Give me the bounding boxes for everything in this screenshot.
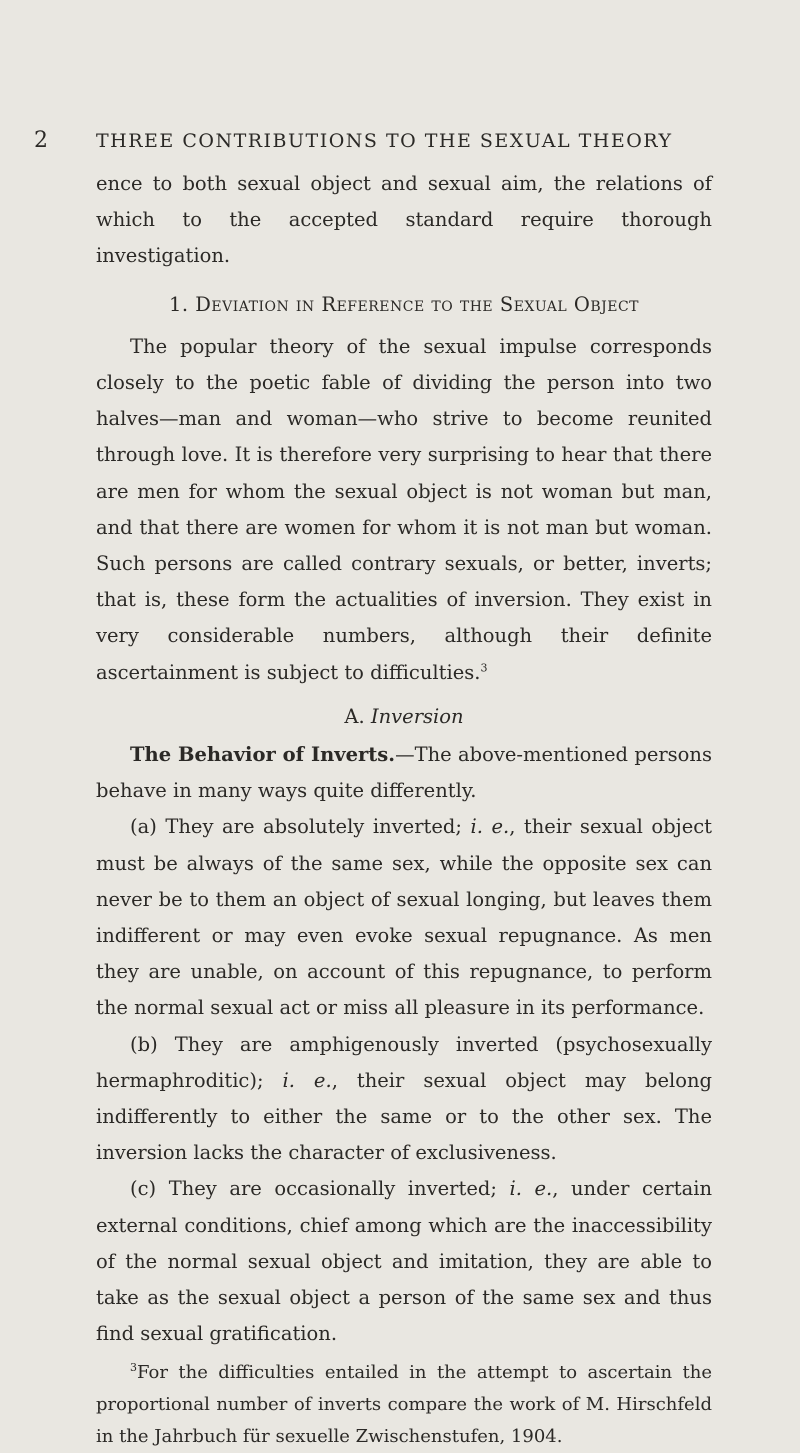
section-heading: 1. Deviation in Reference to the Sexual Object — [168, 292, 640, 316]
item-text: , their sexual object must be always of the same sex, while the opposite sex can never be to them an object of sexual longing, but leaves them indifferent or may even evoke sexual repugnance. As men they are unable, on account of this repugnance, to perform the normal sexual act or miss all pleasure in its performance. — [96, 815, 712, 1020]
paragraph-continued: ence to both sexual object and sexual aim, the relations of which to the accepted standard require thorough investigation. — [96, 172, 712, 268]
subsection-heading — [96, 699, 712, 735]
item-text: They are amphigenously inverted (psychosexually hermaphroditic); — [96, 1032, 712, 1092]
item-text: , under certain external conditions, chief among which are the inaccessibility of the normal sexual object and imitation, they are able to take as the sexual object a person of the same sex and thus find sexual gratification. — [96, 1177, 712, 1346]
paragraph-item-c — [96, 1171, 712, 1352]
paragraph-behavior — [96, 737, 712, 809]
running-header — [34, 128, 774, 153]
item-text: They are occasionally inverted; — [156, 1177, 510, 1201]
item-text: , their sexual object may belong indifferently to either the same or to the other sex. The inversion lacks the character of exclusiveness. — [96, 1068, 713, 1165]
item-label: (b) — [130, 1032, 158, 1056]
paragraph-text: The popular theory of the sexual impulse corresponds closely to the poetic fable of dividing the person into two halves—man and woman—who strive to become reunited through love. It is therefore very surprising to hear that there are men for whom the sexual object is not woman but man, and that there are women for whom it is not man but woman. Such persons are called contrary sexuals, or better, inverts; that is, these form the actualities of inversion. They exist in very considerable numbers, although their definite ascertainment is subject to difficulties. — [96, 334, 712, 684]
paragraph-item-a — [96, 809, 712, 1026]
footnote — [96, 1357, 712, 1453]
paragraph-item-b — [96, 1027, 712, 1172]
page-number: 2 — [34, 128, 50, 153]
subsection-title: Inversion — [370, 704, 464, 728]
ie-abbrev: i. e. — [470, 815, 510, 839]
ie-abbrev: i. e. — [282, 1068, 332, 1092]
running-title: THREE CONTRIBUTIONS TO THE SEXUAL THEORY — [96, 130, 673, 152]
body-text — [96, 166, 712, 1453]
item-label: (a) — [130, 815, 157, 839]
paragraph-lead: The Behavior of Inverts. — [130, 743, 396, 767]
item-label: (c) — [130, 1177, 157, 1201]
item-text: They are absolutely inverted; — [156, 815, 471, 839]
ie-abbrev: i. e. — [509, 1177, 553, 1201]
paragraph-popular-theory — [96, 329, 712, 691]
footnote-reference: 3 — [480, 661, 488, 675]
footnote-mark: 3 — [130, 1360, 137, 1374]
paragraph-text: —The above-mentioned persons behave in many ways quite differently. — [96, 743, 712, 803]
subsection-label: A. — [344, 704, 365, 728]
footnote-text: For the difficulties entailed in the attempt to ascertain the proportional number of inverts compare the work of M. Hirschfeld in the Jahrbuch für sexuelle Zwischenstufen, 1904. — [96, 1361, 712, 1447]
